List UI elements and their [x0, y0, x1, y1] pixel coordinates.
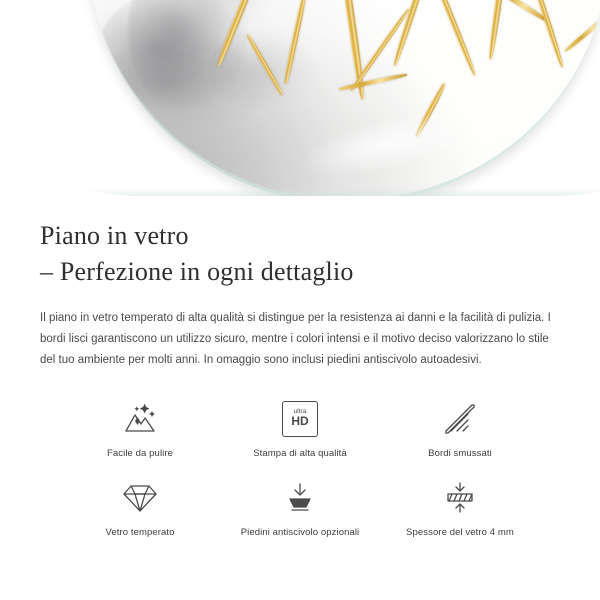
feature-label: Piedini antiscivolo opzionali: [240, 526, 360, 538]
feature-item-non-slip-feet: [220, 477, 380, 538]
feature-label: Spessore del vetro 4 mm: [406, 526, 514, 538]
diamond-icon: [121, 477, 159, 519]
glass-disc-shape: [88, 0, 600, 196]
feature-item-beveled-edges: [380, 398, 540, 459]
thickness-arrows-icon: [442, 477, 478, 519]
feature-item-print-quality: [220, 398, 380, 459]
ultra-hd-badge-bottom: HD: [291, 414, 309, 429]
feature-label: Facile da pulire: [106, 447, 174, 459]
sparkle-cloth-icon: [121, 398, 159, 440]
feature-label: Bordi smussati: [428, 447, 492, 459]
ultra-hd-icon: [282, 398, 318, 440]
feature-item-easy-clean: [60, 398, 220, 459]
beveled-edges-icon: [442, 398, 478, 440]
feature-grid: [40, 398, 560, 538]
feature-label: Vetro temperato: [105, 526, 175, 538]
feature-label: Stampa di alta qualità: [253, 447, 347, 459]
feature-item-glass-thickness: [380, 477, 540, 538]
headline-line-1: Piano in vetro: [40, 221, 189, 250]
hero-image: [0, 0, 600, 196]
headline-line-2: – Perfezione in ogni dettaglio: [40, 256, 354, 286]
ultra-hd-badge-top: ultra: [293, 407, 307, 415]
non-slip-feet-icon: [282, 477, 318, 519]
content-section: [0, 218, 600, 538]
feature-item-tempered-glass: [60, 477, 220, 538]
description-paragraph: Il piano in vetro temperato di alta qualità si distingue per la resistenza ai danni e la facilità di pulizia. I bordi lisci garantiscono un utilizzo sicuro, mentre i colori intensi e il motivo deciso valorizzano lo stile del tuo ambiente per molti anni. In omaggio sono inclusi piedini antiscivolo autoadesivi.: [40, 311, 551, 367]
page-title: [40, 218, 560, 290]
